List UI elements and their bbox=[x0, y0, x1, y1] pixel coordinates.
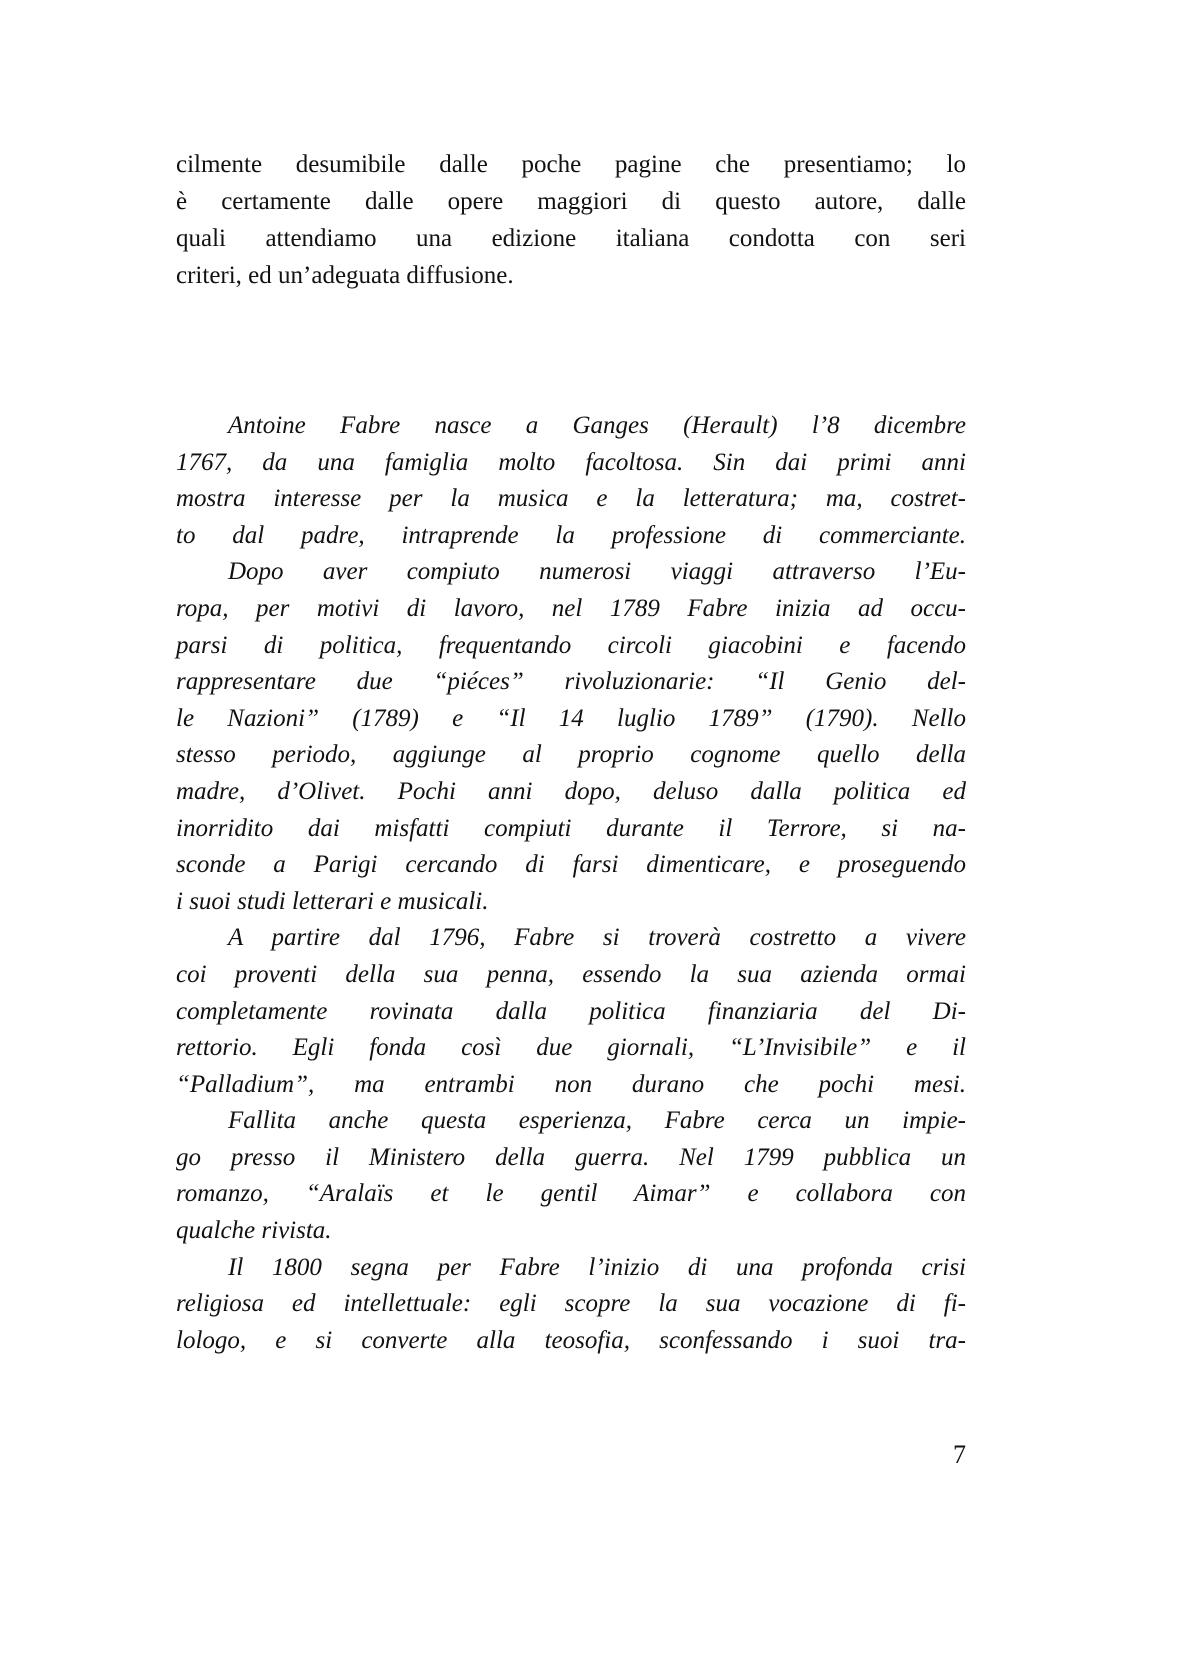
text-line: stesso periodo, aggiunge al proprio cognome quello della bbox=[176, 741, 966, 769]
text-line: è certamente dalle opere maggiori di questo autore, dalle bbox=[176, 188, 966, 215]
biography-section bbox=[176, 408, 966, 1359]
text-line: Antoine Fabre nasce a Ganges (Herault) l’8 dicembre bbox=[228, 412, 966, 439]
text-line: romanzo, “Aralaïs et le gentil Aimar” e collabora con bbox=[176, 1180, 966, 1208]
page-number: 7 bbox=[953, 1440, 966, 1469]
text-line: qualche rivista. bbox=[176, 1217, 332, 1245]
text-line: 1767, da una famiglia molto facoltosa. Sin dai primi anni bbox=[176, 448, 966, 476]
text-line: religiosa ed intellettuale: egli scopre la sua vocazione di fi- bbox=[176, 1290, 966, 1318]
text-line: quali attendiamo una edizione italiana condotta con seri bbox=[176, 225, 966, 252]
text-line: le Nazioni” (1789) e “Il 14 luglio 1789” (1790). Nello bbox=[176, 704, 966, 732]
text-line: Fallita anche questa esperienza, Fabre cerca un impie- bbox=[228, 1107, 966, 1135]
text-line: ropa, per motivi di lavoro, nel 1789 Fabre inizia ad occu- bbox=[176, 594, 966, 622]
text-line: inorridito dai misfatti compiuti durante il Terrore, si na- bbox=[176, 814, 966, 842]
text-line: lologo, e si converte alla teosofia, sconfessando i suoi tra- bbox=[176, 1326, 966, 1354]
text-line: parsi di politica, frequentando circoli giacobini e facendo bbox=[176, 631, 966, 659]
text-line: sconde a Parigi cercando di farsi dimenticare, e proseguendo bbox=[176, 851, 966, 879]
text-line: “Palladium”, ma entrambi non durano che pochi mesi. bbox=[176, 1070, 966, 1098]
text-line: i suoi studi letterari e musicali. bbox=[176, 887, 489, 915]
text-line: completamente rovinata dalla politica finanziaria del Di- bbox=[176, 997, 966, 1025]
text-line: to dal padre, intraprende la professione di commerciante. bbox=[176, 521, 966, 549]
text-line: go presso il Ministero della guerra. Nel 1799 pubblica un bbox=[176, 1143, 966, 1171]
text-line: A partire dal 1796, Fabre si troverà costretto a vivere bbox=[228, 924, 966, 952]
text-line: cilmente desumibile dalle poche pagine che presentiamo; lo bbox=[176, 151, 966, 178]
intro-paragraph bbox=[176, 146, 966, 294]
text-line: Dopo aver compiuto numerosi viaggi attraverso l’Eu- bbox=[228, 558, 966, 586]
text-line: rappresentare due “piéces” rivoluzionarie: “Il Genio del- bbox=[176, 668, 966, 696]
text-line: criteri, ed un’adeguata diffusione. bbox=[176, 262, 514, 289]
text-line: madre, d’Olivet. Pochi anni dopo, deluso dalla politica ed bbox=[176, 777, 966, 805]
text-line: Il 1800 segna per Fabre l’inizio di una profonda crisi bbox=[228, 1253, 966, 1281]
text-line: rettorio. Egli fonda così due giornali, “L’Invisibile” e il bbox=[176, 1034, 966, 1062]
text-line: coi proventi della sua penna, essendo la sua azienda ormai bbox=[176, 960, 966, 988]
text-line: mostra interesse per la musica e la letteratura; ma, costret- bbox=[176, 485, 966, 513]
